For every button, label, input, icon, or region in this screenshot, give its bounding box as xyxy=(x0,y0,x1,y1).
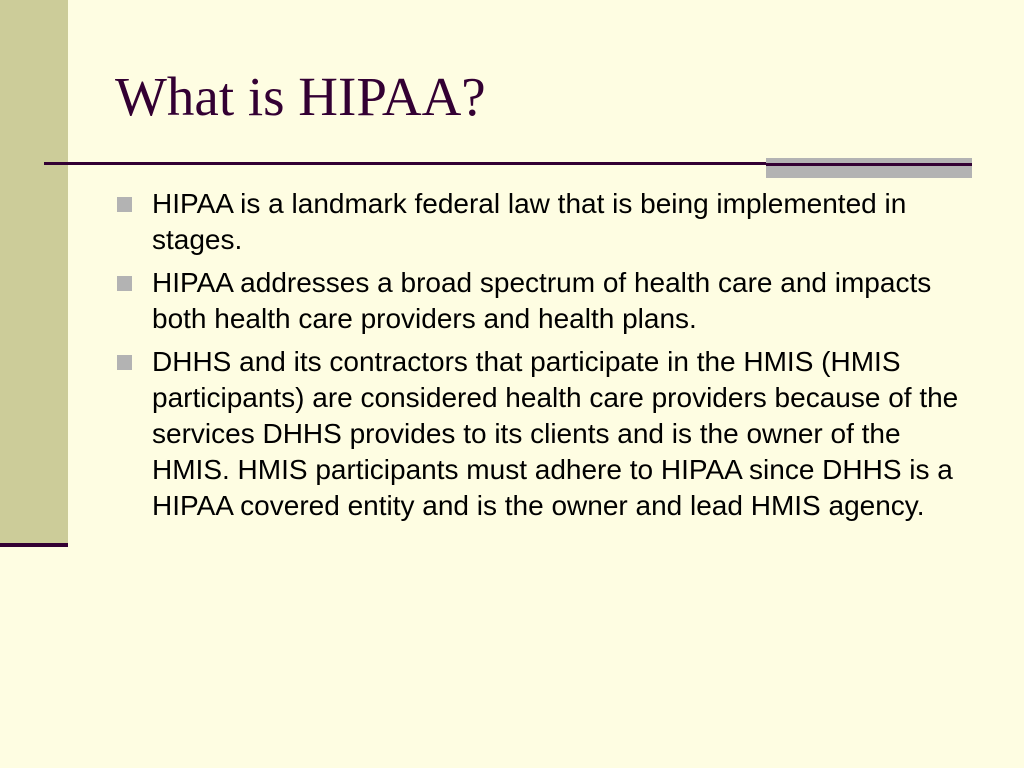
bullet-list xyxy=(112,186,982,531)
title-divider-line xyxy=(44,162,766,165)
bullet-item xyxy=(112,344,982,524)
left-band-underline xyxy=(0,543,68,547)
slide-title: What is HIPAA? xyxy=(115,66,486,127)
left-decorative-band xyxy=(0,0,68,545)
square-bullet-icon xyxy=(117,197,132,212)
bullet-text: HIPAA addresses a broad spectrum of health care and impacts both health care providers and health plans. xyxy=(152,267,932,334)
bullet-text: DHHS and its contractors that participate in the HMIS (HMIS participants) are considered health care providers because of the services DHHS provides to its clients and is the owner of the HMIS. HMIS participants must adhere to HIPAA since DHHS is a HIPAA covered entity and is the owner and lead HMIS agency. xyxy=(152,346,959,521)
bullet-item xyxy=(112,186,982,258)
accent-bars xyxy=(766,158,972,180)
bullet-item xyxy=(112,265,982,337)
square-bullet-icon xyxy=(117,355,132,370)
bullet-text: HIPAA is a landmark federal law that is being implemented in stages. xyxy=(152,188,907,255)
accent-bar-bottom xyxy=(766,166,972,178)
square-bullet-icon xyxy=(117,276,132,291)
